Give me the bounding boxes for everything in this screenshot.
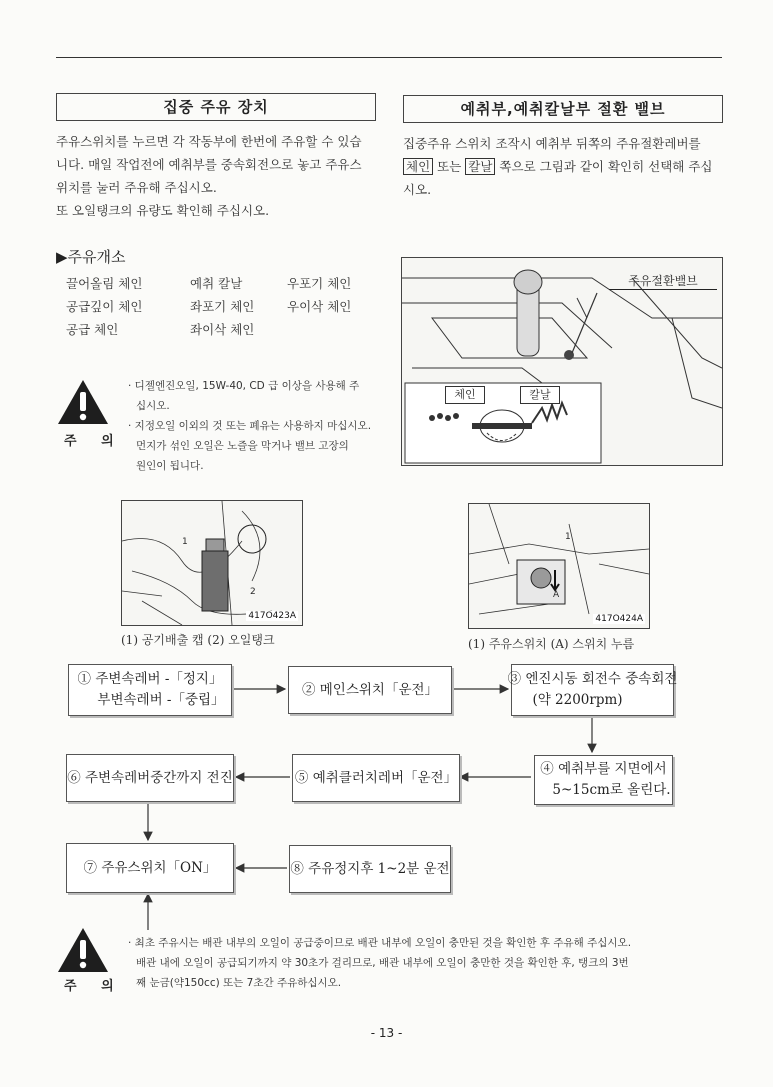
flow-step-8 <box>289 845 451 893</box>
step-6-text: ⑥ 주변속레버중간까지 전진 <box>67 769 233 786</box>
flow-step-4 <box>534 755 673 805</box>
inset-label-blade: 칼날 <box>520 386 560 404</box>
step-4-line-2: 5~15cm로 올린다. <box>552 782 671 798</box>
caution-line: · 최초 주유시는 배관 내부의 오일이 공급중이므로 배관 내부에 오일이 충만된 것을 확인한 후 주유해 주십시오. <box>128 937 632 949</box>
callout-a: A <box>553 590 560 600</box>
callout-2: 2 <box>250 587 256 597</box>
paragraph-line: 니다. 매일 작업전에 예취부를 중속회전으로 놓고 주유스 <box>56 157 362 172</box>
list-item: 우이삭 체인 <box>287 299 352 314</box>
step-2-text: ② 메인스위치「운전」 <box>301 681 439 698</box>
list-item: 공급 체인 <box>66 322 119 337</box>
flow-step-5 <box>292 754 460 802</box>
lubrication-points-heading: ▶주유개소 <box>56 248 126 266</box>
paragraph-rest: 쪽으로 그림과 같이 확인히 선택해 주십 <box>499 159 713 174</box>
step-3-line-2: (약 2200rpm) <box>532 692 623 708</box>
flow-step-1 <box>68 664 232 716</box>
callout-1: 1 <box>565 532 571 542</box>
paragraph-line: 또 오일탱크의 유량도 확인해 주십시오. <box>56 203 270 218</box>
caution-line: 째 눈금(약150cc) 또는 7초간 주유하십시오. <box>136 977 342 989</box>
caution-line: 배관 내에 오일이 공급되기까지 약 30초가 걸리므로, 배관 내부에 오일이 충만한 것을 확인한 후, 탱크의 3번 <box>136 957 629 969</box>
switching-valve-label: 주유절환밸브 <box>609 272 717 290</box>
caution-label: 주 의 <box>64 979 124 994</box>
caution-text <box>128 933 688 993</box>
step-3-line-1: ③ 엔진시동 회전수 중속회전 <box>507 671 678 687</box>
step-4-line-1: ④ 예취부를 지면에서 <box>540 761 667 777</box>
inset-label-chain: 체인 <box>445 386 485 404</box>
flow-step-3 <box>507 664 678 716</box>
paragraph-line: 위치를 눌러 주유해 주십시오. <box>56 180 217 195</box>
callout-1: 1 <box>182 537 188 547</box>
caution-line: 먼지가 섞인 오일은 노즐을 막거나 밸브 고장의 <box>136 440 349 452</box>
caution-line: 십시오. <box>136 400 170 412</box>
paragraph-line: 주유스위치를 누르면 각 작동부에 한번에 주유할 수 있습 <box>56 134 362 149</box>
list-item: 공급깊이 체인 <box>66 299 143 314</box>
flow-step-6 <box>66 754 234 802</box>
step-1-line-1: ① 주변속레버 -「정지」 <box>77 671 223 687</box>
list-item: 예취 칼날 <box>190 276 243 291</box>
figure-code: 417O424A <box>595 614 643 624</box>
chain-box-label: 체인 <box>403 158 433 175</box>
flow-step-7 <box>66 843 234 893</box>
figure-code: 417O423A <box>248 611 296 621</box>
list-item: 우포기 체인 <box>287 276 352 291</box>
caution-line: 원인이 됩니다. <box>136 460 204 472</box>
paragraph-line: 시오. <box>403 182 432 197</box>
caution-line: · 지정오일 이외의 것 또는 폐유는 사용하지 마십시오. <box>128 420 372 432</box>
step-7-text: ⑦ 주유스위치「ON」 <box>83 859 217 876</box>
list-item: 좌이삭 체인 <box>190 322 255 337</box>
step-8-text: ⑧ 주유정지후 1~2분 운전 <box>290 860 450 877</box>
oil-tank-caption: (1) 공기배출 캡 (2) 오일탱크 <box>121 633 275 647</box>
flow-step-2 <box>288 666 452 714</box>
switching-valve-title: 예취부,예취칼날부 절환 밸브 <box>403 95 723 123</box>
list-item: 좌포기 체인 <box>190 299 255 314</box>
caution-label: 주 의 <box>64 434 124 449</box>
paragraph-line: 집중주유 스위치 조작시 예취부 뒤쪽의 주유절환레버를 <box>403 136 701 151</box>
blade-box-label: 칼날 <box>465 158 495 175</box>
warning-icon <box>56 926 110 974</box>
step-1-line-2: 부변속레버 -「중립」 <box>97 692 225 708</box>
lube-switch-caption: (1) 주유스위치 (A) 스위치 누름 <box>468 637 635 651</box>
or-text: 또는 <box>437 159 462 174</box>
page-number: - 13 - <box>370 1026 403 1040</box>
central-lubrication-title: 집중 주유 장치 <box>56 93 376 121</box>
step-5-text: ⑤ 예취클러치레버「운전」 <box>294 769 458 786</box>
list-item: 끌어올림 체인 <box>66 276 143 291</box>
caution-line: · 디젤엔진오일, 15W-40, CD 급 이상을 사용해 주 <box>128 380 360 392</box>
